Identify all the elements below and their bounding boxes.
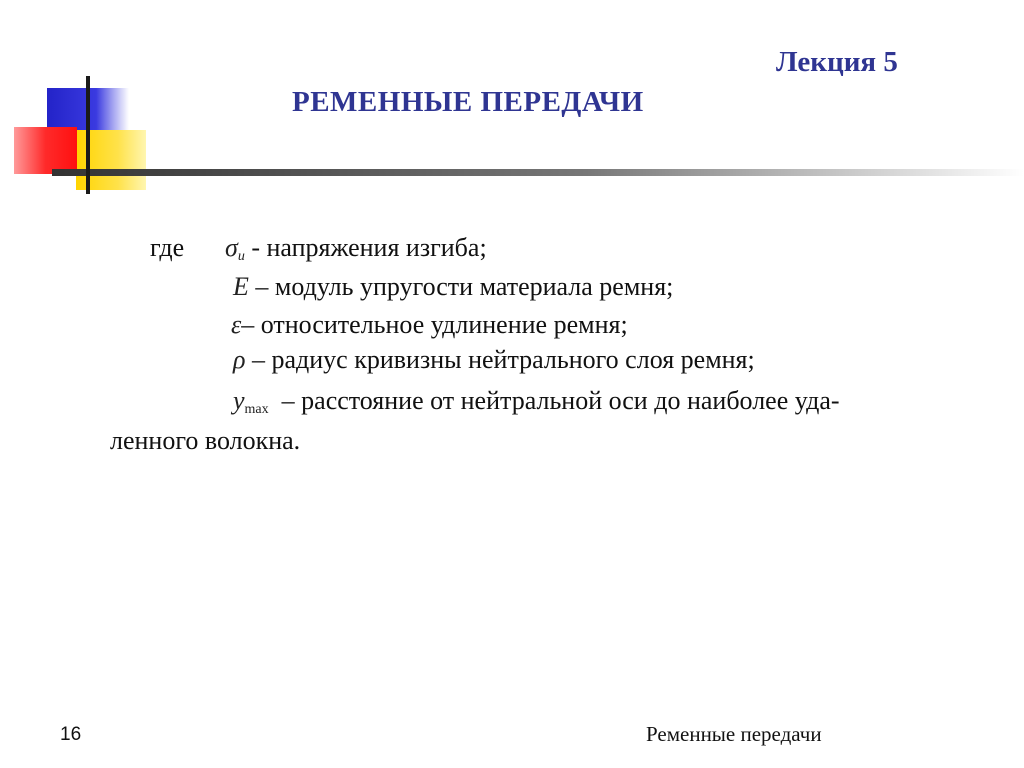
definition-row: [233, 345, 755, 375]
footer-caption: Ременные передачи: [646, 722, 822, 746]
definition-row: [233, 272, 673, 302]
page-number: 16: [60, 724, 82, 745]
definition-text: - напряжения изгиба;: [251, 233, 487, 262]
definition-text: – расстояние от нейтральной оси до наиболее уда-: [281, 386, 840, 415]
symbol-epsilon: ε: [231, 310, 242, 339]
definition-text: – относительное удлинение ремня;: [241, 310, 628, 339]
definition-row: [225, 233, 487, 272]
definition-text: – модуль упругости материала ремня;: [255, 272, 674, 301]
symbol-y-max: $y_{max}$: [233, 386, 269, 417]
definition-text: – радиус кривизны нейтрального слоя ремня;: [251, 345, 755, 374]
symbol-sigma: $\sigma_и$: [225, 233, 245, 264]
definition-row: [233, 386, 840, 425]
symbol-rho: ρ: [233, 345, 246, 374]
slide-title: РЕМЕННЫЕ ПЕРЕДАЧИ: [292, 86, 644, 118]
lecture-number: Лекция 5: [776, 46, 898, 78]
definition-continuation: ленного волокна.: [110, 426, 301, 455]
definition-row: [231, 310, 628, 340]
definition-intro: где: [150, 233, 185, 262]
symbol-e: E: [233, 272, 249, 301]
